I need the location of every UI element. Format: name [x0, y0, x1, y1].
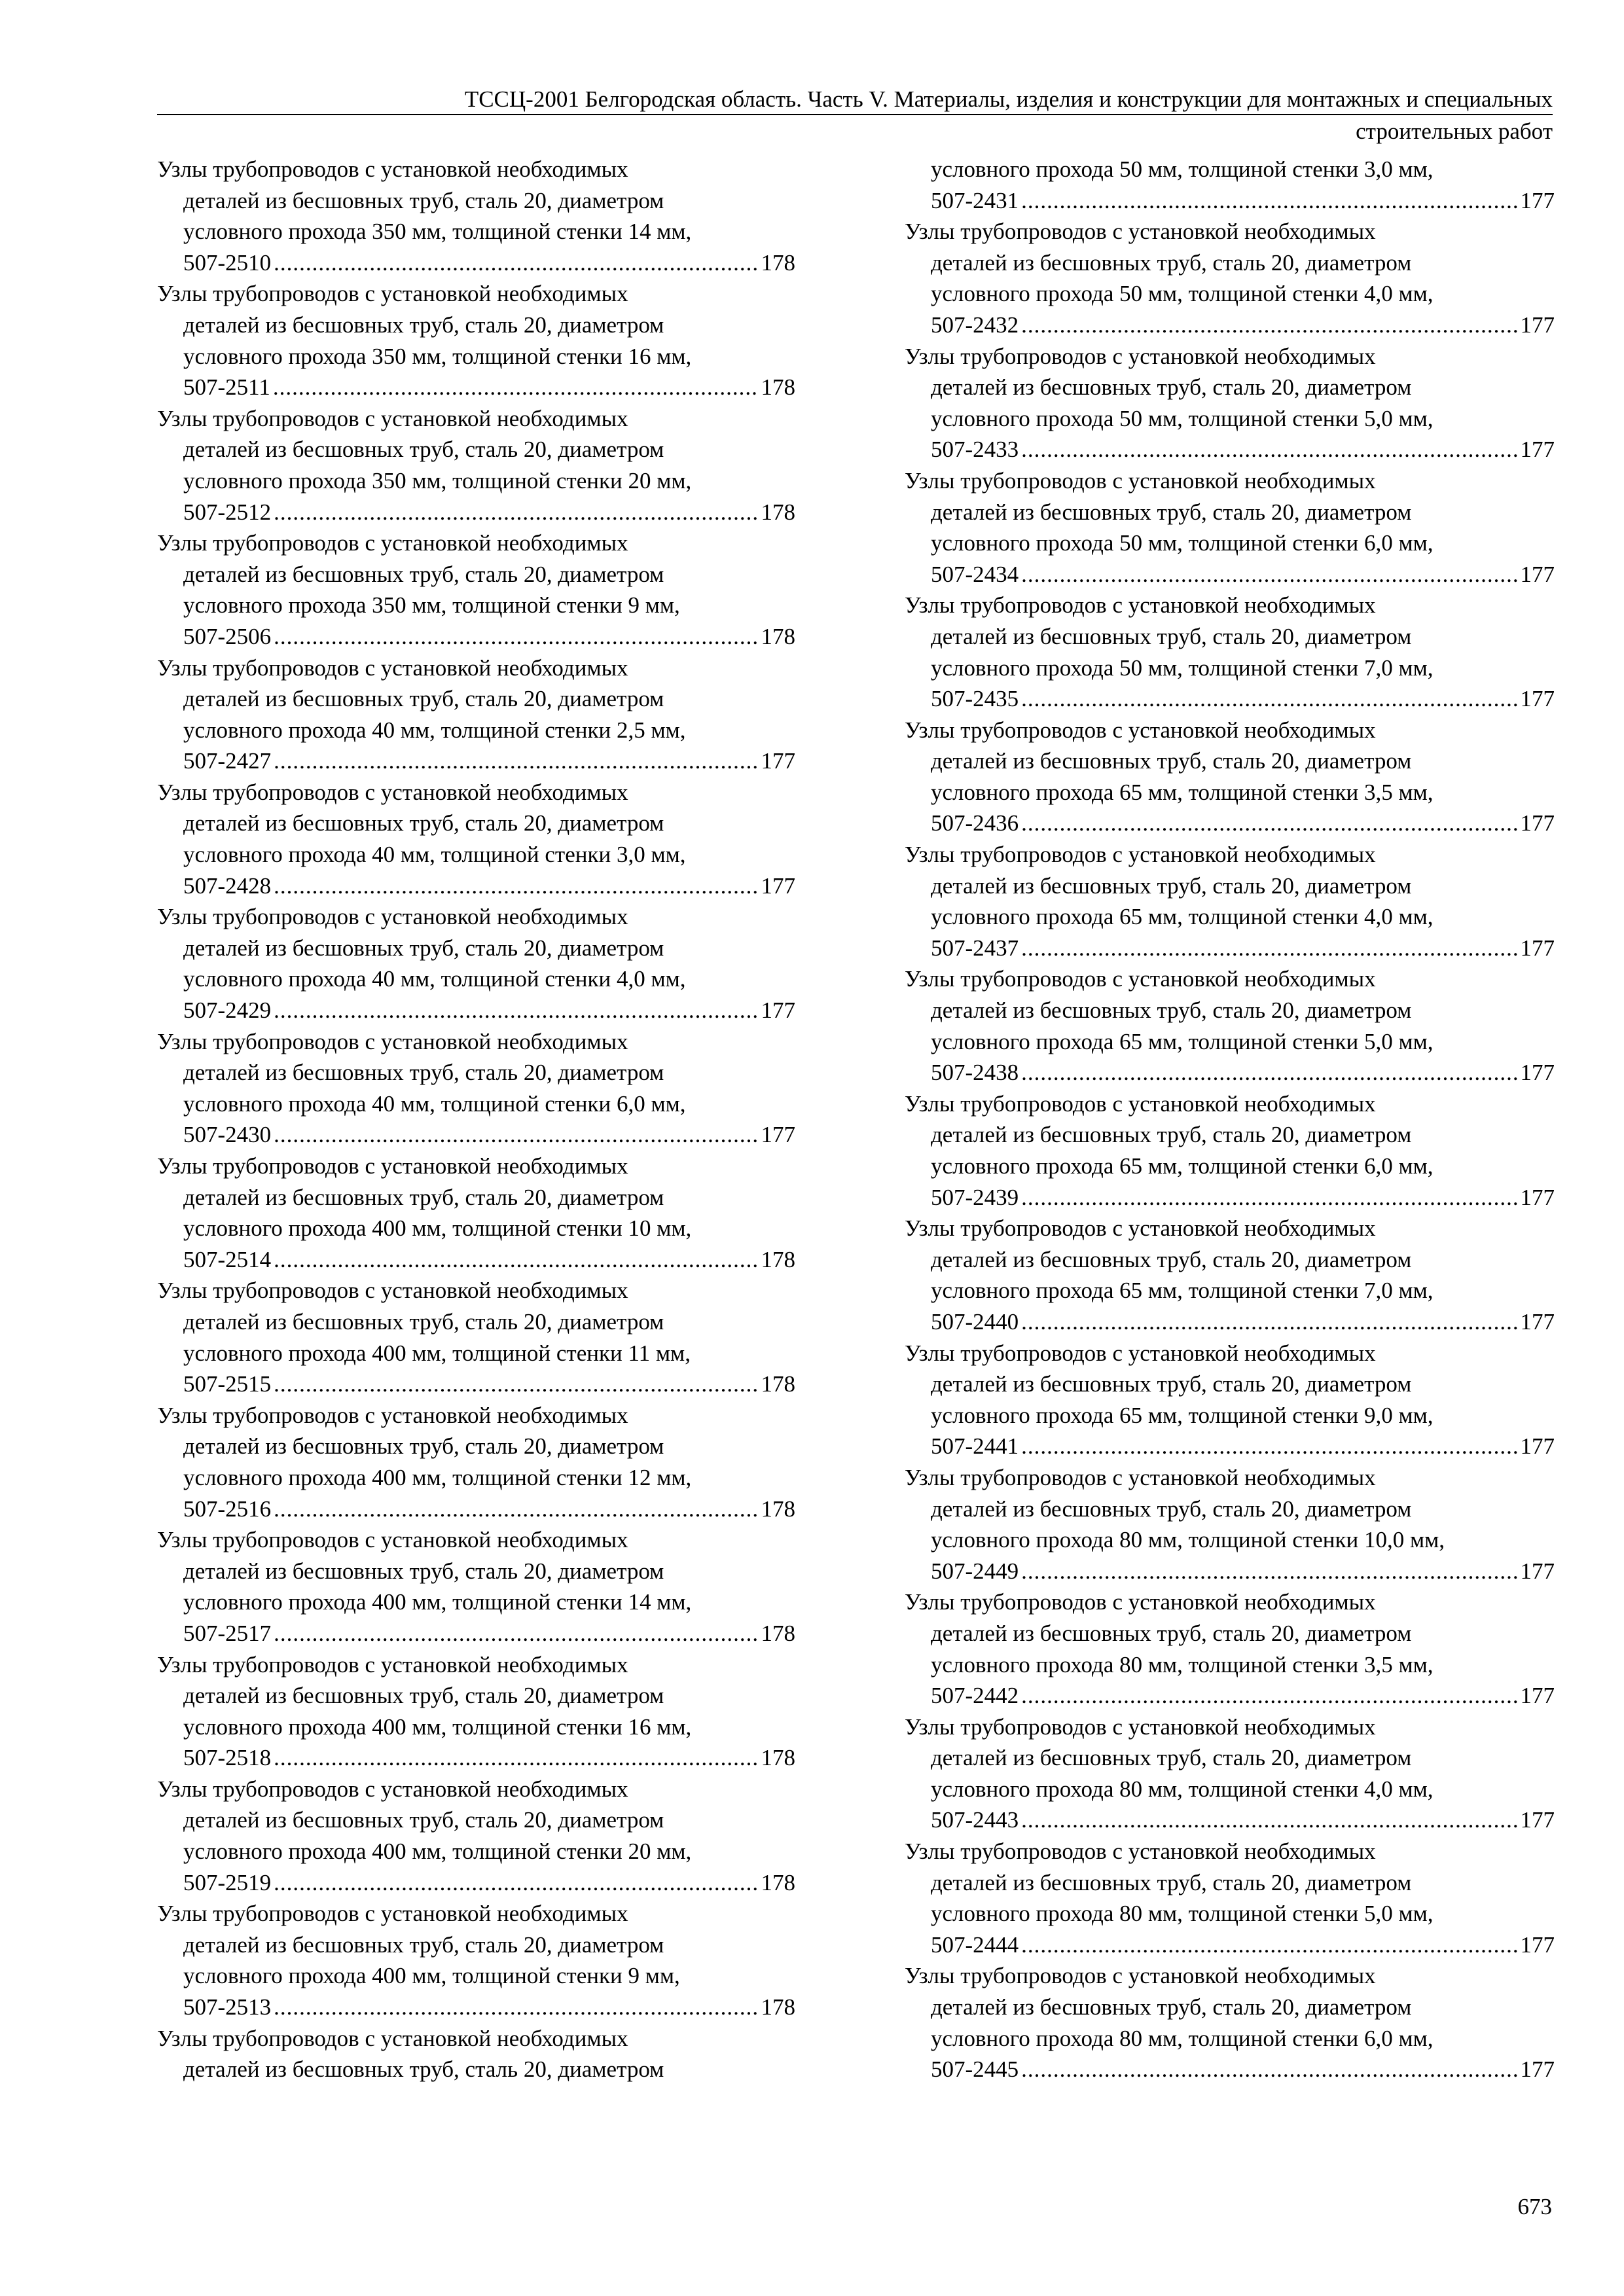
entry-title-line: Узлы трубопроводов с установкой необходимых: [157, 1901, 628, 1927]
entry-page-ref: 177: [1520, 1807, 1555, 1833]
entry-continuation-line: условного прохода 400 мм, толщиной стенки 10 мм,: [183, 1215, 692, 1242]
index-entry: [905, 1088, 1555, 1213]
entry-code-line: [905, 1431, 1555, 1462]
entry-title-line: Узлы трубопроводов с установкой необходимых: [157, 1278, 628, 1304]
entry-title-line: Узлы трубопроводов с установкой необходимых: [905, 1340, 1376, 1366]
entry-code: 507-2430: [183, 1122, 272, 1148]
entry-continuation-line: деталей из бесшовных труб, сталь 20, диаметром: [183, 1433, 664, 1460]
dot-leader: [1021, 559, 1517, 590]
index-entry: [157, 2023, 795, 2085]
dot-leader: [274, 1494, 758, 1525]
entry-code: 507-2432: [931, 312, 1019, 338]
entry-page-ref: 177: [1520, 1433, 1555, 1460]
index-entry: [905, 1462, 1555, 1587]
index-entry: [905, 1338, 1555, 1462]
entry-title-line: Узлы трубопроводов с установкой необходимых: [157, 779, 628, 805]
entry-code: 507-2442: [931, 1683, 1019, 1709]
index-entry: [905, 715, 1555, 839]
entry-code: 507-2517: [183, 1620, 272, 1646]
entry-continuation-line: деталей из бесшовных труб, сталь 20, диаметром: [931, 1371, 1412, 1397]
entry-title-line: Узлы трубопроводов с установкой необходимых: [905, 1713, 1376, 1740]
entry-code-line: [157, 1119, 795, 1151]
dot-leader: [274, 745, 758, 777]
entry-code: 507-2506: [183, 623, 272, 649]
index-column-right: [905, 154, 1555, 2085]
entry-code: 507-2512: [183, 499, 272, 525]
entry-code: 507-2510: [183, 249, 272, 276]
entry-title-line: Узлы трубопроводов с установкой необходимых: [905, 343, 1376, 369]
entry-code-line: [157, 1369, 795, 1400]
entry-title-line: Узлы трубопроводов с установкой необходимых: [905, 966, 1376, 992]
entry-title-line: Узлы трубопроводов с установкой необходимых: [905, 1464, 1376, 1490]
entry-continuation-line: деталей из бесшовных труб, сталь 20, диаметром: [183, 1931, 664, 1958]
entry-continuation-line: деталей из бесшовных труб, сталь 20, диаметром: [931, 1496, 1412, 1522]
dot-leader: [1021, 683, 1517, 715]
dot-leader: [274, 1992, 758, 2023]
running-header: [157, 85, 1553, 148]
entry-continuation-line: деталей из бесшовных труб, сталь 20, диаметром: [931, 1122, 1412, 1148]
page-number: 673: [1517, 2194, 1552, 2219]
entry-code-line: [157, 745, 795, 777]
entry-page-ref: 178: [761, 1869, 795, 1895]
entry-continuation-line: условного прохода 350 мм, толщиной стенки 16 мм,: [183, 343, 692, 369]
index-entry: [157, 777, 795, 901]
index-entry: [157, 1151, 795, 1275]
entry-code-line: [905, 1680, 1555, 1712]
entry-page-ref: 177: [1520, 437, 1555, 463]
entry-continuation-line: деталей из бесшовных труб, сталь 20, диаметром: [931, 1869, 1412, 1895]
entry-continuation-line: условного прохода 50 мм, толщиной стенки 5,0 мм,: [931, 405, 1434, 431]
header-subtitle: строительных работ: [1356, 118, 1553, 144]
entry-code: 507-2433: [931, 437, 1019, 463]
entry-continuation-line: деталей из бесшовных труб, сталь 20, диаметром: [931, 623, 1412, 649]
entry-page-ref: 178: [761, 1371, 795, 1397]
entry-continuation-line: условного прохода 350 мм, толщиной стенки 9 мм,: [183, 592, 680, 619]
entry-title-line: Узлы трубопроводов с установкой необходимых: [157, 530, 628, 556]
entry-continuation-line: условного прохода 80 мм, толщиной стенки 3,5 мм,: [931, 1651, 1434, 1677]
entry-continuation-line: условного прохода 400 мм, толщиной стенки 12 мм,: [183, 1464, 692, 1490]
index-entry: [905, 1213, 1555, 1337]
entry-continuation-line: деталей из бесшовных труб, сталь 20, диаметром: [183, 561, 664, 587]
entry-code-line: [905, 1182, 1555, 1213]
entry-code: 507-2518: [183, 1745, 272, 1771]
entry-code: 507-2441: [931, 1433, 1019, 1460]
entry-continuation-line: деталей из бесшовных труб, сталь 20, диаметром: [931, 1994, 1412, 2020]
index-entry: [905, 154, 1555, 216]
entry-page-ref: 177: [1520, 810, 1555, 836]
entry-code: 507-2519: [183, 1869, 272, 1895]
entry-continuation-line: условного прохода 40 мм, толщиной стенки 4,0 мм,: [183, 966, 686, 992]
entry-code-line: [157, 372, 795, 403]
entry-continuation-line: условного прохода 40 мм, толщиной стенки 2,5 мм,: [183, 717, 686, 743]
entry-continuation-line: условного прохода 80 мм, толщиной стенки 10,0 мм,: [931, 1527, 1445, 1553]
index-column-left: [157, 154, 795, 2085]
index-entry: [157, 1898, 795, 2022]
entry-code-line: [157, 1867, 795, 1899]
entry-title-line: Узлы трубопроводов с установкой необходимых: [905, 717, 1376, 743]
index-entry: [157, 1400, 795, 1524]
dot-leader: [1021, 434, 1517, 465]
dot-leader: [1021, 1804, 1517, 1836]
entry-continuation-line: условного прохода 80 мм, толщиной стенки 4,0 мм,: [931, 1776, 1434, 1802]
entry-code-line: [905, 1929, 1555, 1961]
entry-continuation-line: условного прохода 50 мм, толщиной стенки 6,0 мм,: [931, 530, 1434, 556]
entry-title-line: Узлы трубопроводов с установкой необходимых: [157, 2025, 628, 2051]
entry-continuation-line: условного прохода 65 мм, толщиной стенки 5,0 мм,: [931, 1028, 1434, 1054]
entry-code-line: [905, 1804, 1555, 1836]
entry-code-line: [157, 1244, 795, 1276]
entry-title-line: Узлы трубопроводов с установкой необходимых: [157, 1028, 628, 1054]
entry-title-line: Узлы трубопроводов с установкой необходимых: [905, 592, 1376, 619]
entry-code-line: [157, 1992, 795, 2023]
dot-leader: [1021, 808, 1517, 839]
entry-title-line: Узлы трубопроводов с установкой необходимых: [157, 405, 628, 431]
entry-code: 507-2511: [183, 374, 270, 401]
dot-leader: [274, 247, 758, 279]
index-entry: [157, 278, 795, 403]
entry-continuation-line: условного прохода 80 мм, толщиной стенки 6,0 мм,: [931, 2025, 1434, 2051]
entry-code-line: [905, 1057, 1555, 1088]
entry-continuation-line: условного прохода 400 мм, толщиной стенки 11 мм,: [183, 1340, 691, 1366]
dot-leader: [274, 1244, 758, 1276]
entry-code: 507-2429: [183, 997, 272, 1024]
entry-continuation-line: деталей из бесшовных труб, сталь 20, диаметром: [931, 1246, 1412, 1272]
entry-code-line: [905, 683, 1555, 715]
entry-page-ref: 177: [761, 1122, 795, 1148]
index-entry: [905, 590, 1555, 714]
dot-leader: [274, 1867, 758, 1899]
dot-leader: [274, 1369, 758, 1400]
entry-code-line: [157, 621, 795, 653]
entry-title-line: Узлы трубопроводов с установкой необходимых: [157, 1776, 628, 1802]
dot-leader: [274, 870, 758, 902]
index-entry: [157, 1649, 795, 1774]
entry-continuation-line: деталей из бесшовных труб, сталь 20, диаметром: [183, 1558, 664, 1584]
entry-code: 507-2449: [931, 1558, 1019, 1584]
entry-page-ref: 177: [1520, 187, 1555, 213]
entry-continuation-line: деталей из бесшовных труб, сталь 20, диаметром: [183, 1060, 664, 1086]
entry-page-ref: 177: [761, 748, 795, 774]
entry-page-ref: 177: [761, 997, 795, 1024]
entry-page-ref: 177: [1520, 561, 1555, 587]
entry-continuation-line: деталей из бесшовных труб, сталь 20, диаметром: [183, 187, 664, 213]
entry-continuation-line: условного прохода 65 мм, толщиной стенки 4,0 мм,: [931, 904, 1434, 930]
entry-code: 507-2436: [931, 810, 1019, 836]
dot-leader: [1021, 1431, 1517, 1462]
entry-continuation-line: деталей из бесшовных труб, сталь 20, диаметром: [931, 374, 1412, 401]
entry-code: 507-2437: [931, 935, 1019, 961]
index-entry: [157, 653, 795, 777]
index-entry: [157, 528, 795, 652]
entry-title-line: Узлы трубопроводов с установкой необходимых: [157, 1527, 628, 1553]
entry-code-line: [905, 310, 1555, 341]
entry-continuation-line: деталей из бесшовных труб, сталь 20, диаметром: [183, 312, 664, 338]
dot-leader: [1021, 1057, 1517, 1088]
entry-title-line: Узлы трубопроводов с установкой необходимых: [157, 1402, 628, 1428]
entry-code-line: [905, 185, 1555, 217]
entry-page-ref: 178: [761, 499, 795, 525]
dot-leader: [1021, 310, 1517, 341]
entry-code: 507-2427: [183, 748, 272, 774]
entry-page-ref: 178: [761, 1246, 795, 1272]
index-entry: [905, 839, 1555, 963]
index-entry: [157, 1774, 795, 1898]
entry-page-ref: 177: [1520, 312, 1555, 338]
entry-code-line: [157, 1742, 795, 1774]
entry-continuation-line: условного прохода 400 мм, толщиной стенки 20 мм,: [183, 1839, 692, 1865]
entry-title-line: Узлы трубопроводов с установкой необходимых: [157, 904, 628, 930]
index-entry: [157, 1524, 795, 1649]
entry-title-line: Узлы трубопроводов с установкой необходимых: [157, 156, 628, 182]
entry-continuation-line: условного прохода 400 мм, толщиной стенки 16 мм,: [183, 1713, 692, 1740]
entry-code: 507-2428: [183, 872, 272, 899]
entry-continuation-line: деталей из бесшовных труб, сталь 20, диаметром: [931, 249, 1412, 276]
entry-code: 507-2440: [931, 1308, 1019, 1335]
entry-continuation-line: деталей из бесшовных труб, сталь 20, диаметром: [931, 872, 1412, 899]
index-entry: [157, 403, 795, 528]
dot-leader: [1021, 185, 1517, 217]
entry-code-line: [905, 1556, 1555, 1587]
dot-leader: [274, 497, 758, 528]
dot-leader: [274, 1618, 758, 1649]
entry-continuation-line: условного прохода 40 мм, толщиной стенки 3,0 мм,: [183, 842, 686, 868]
dot-leader: [1021, 1929, 1517, 1961]
entry-continuation-line: условного прохода 65 мм, толщиной стенки 9,0 мм,: [931, 1402, 1434, 1428]
entry-page-ref: 177: [1520, 1683, 1555, 1709]
entry-continuation-line: деталей из бесшовных труб, сталь 20, диаметром: [183, 437, 664, 463]
index-entry: [157, 154, 795, 278]
entry-code: 507-2431: [931, 187, 1019, 213]
entry-code: 507-2435: [931, 686, 1019, 712]
entry-continuation-line: деталей из бесшовных труб, сталь 20, диаметром: [931, 997, 1412, 1024]
entry-code: 507-2438: [931, 1060, 1019, 1086]
entry-page-ref: 178: [761, 1994, 795, 2020]
entry-page-ref: 177: [1520, 1308, 1555, 1335]
entry-title-line: Узлы трубопроводов с установкой необходимых: [905, 1090, 1376, 1117]
index-entry: [157, 1275, 795, 1399]
entry-code-line: [157, 497, 795, 528]
index-entry: [905, 1836, 1555, 1960]
entry-code-line: [157, 247, 795, 279]
entry-code-line: [905, 559, 1555, 590]
dot-leader: [1021, 1556, 1517, 1587]
entry-continuation-line: деталей из бесшовных труб, сталь 20, диаметром: [931, 1745, 1412, 1771]
entry-title-line: Узлы трубопроводов с установкой необходимых: [905, 467, 1376, 493]
entry-continuation-line: деталей из бесшовных труб, сталь 20, диаметром: [183, 1184, 664, 1210]
entry-continuation-line: условного прохода 400 мм, толщиной стенки 14 мм,: [183, 1589, 692, 1615]
entry-continuation-line: деталей из бесшовных труб, сталь 20, диаметром: [931, 499, 1412, 525]
entry-code: 507-2514: [183, 1246, 272, 1272]
entry-continuation-line: деталей из бесшовных труб, сталь 20, диаметром: [183, 810, 664, 836]
index-entry: [157, 901, 795, 1026]
index-entry: [905, 341, 1555, 465]
entry-page-ref: 178: [761, 374, 795, 401]
entry-code-line: [157, 995, 795, 1026]
dot-leader: [1021, 2054, 1517, 2085]
index-entry: [905, 1587, 1555, 1711]
dot-leader: [274, 995, 758, 1026]
entry-continuation-line: условного прохода 350 мм, толщиной стенки 20 мм,: [183, 467, 692, 493]
entry-continuation-line: деталей из бесшовных труб, сталь 20, диаметром: [931, 748, 1412, 774]
entry-page-ref: 177: [1520, 1931, 1555, 1958]
entry-code-line: [157, 1494, 795, 1525]
entry-title-line: Узлы трубопроводов с установкой необходимых: [157, 281, 628, 307]
entry-title-line: Узлы трубопроводов с установкой необходимых: [905, 1963, 1376, 1989]
entry-title-line: Узлы трубопроводов с установкой необходимых: [905, 1839, 1376, 1865]
entry-page-ref: 178: [761, 1745, 795, 1771]
index-entry: [905, 216, 1555, 340]
entry-continuation-line: условного прохода 65 мм, толщиной стенки 7,0 мм,: [931, 1278, 1434, 1304]
entry-title-line: Узлы трубопроводов с установкой необходимых: [905, 1215, 1376, 1242]
entry-continuation-line: условного прохода 50 мм, толщиной стенки 3,0 мм,: [931, 156, 1434, 182]
entry-page-ref: 178: [761, 1496, 795, 1522]
dot-leader: [274, 621, 758, 653]
entry-continuation-line: условного прохода 65 мм, толщиной стенки 6,0 мм,: [931, 1153, 1434, 1179]
entry-continuation-line: условного прохода 50 мм, толщиной стенки 4,0 мм,: [931, 281, 1434, 307]
entry-continuation-line: условного прохода 40 мм, толщиной стенки 6,0 мм,: [183, 1090, 686, 1117]
entry-continuation-line: условного прохода 50 мм, толщиной стенки 7,0 мм,: [931, 655, 1434, 681]
entry-page-ref: 178: [761, 1620, 795, 1646]
entry-continuation-line: деталей из бесшовных труб, сталь 20, диаметром: [183, 1683, 664, 1709]
entry-continuation-line: деталей из бесшовных труб, сталь 20, диаметром: [183, 935, 664, 961]
dot-leader: [1021, 1182, 1517, 1213]
entry-continuation-line: условного прохода 80 мм, толщиной стенки 5,0 мм,: [931, 1901, 1434, 1927]
entry-title-line: Узлы трубопроводов с установкой необходимых: [157, 655, 628, 681]
index-entry: [157, 1026, 795, 1151]
entry-code: 507-2445: [931, 2056, 1019, 2083]
entry-code: 507-2434: [931, 561, 1019, 587]
entry-page-ref: 177: [1520, 1184, 1555, 1210]
entry-title-line: Узлы трубопроводов с установкой необходимых: [157, 1153, 628, 1179]
dot-leader: [1021, 1306, 1517, 1338]
index-entry: [905, 963, 1555, 1088]
entry-page-ref: 177: [761, 872, 795, 899]
dot-leader: [1021, 933, 1517, 964]
header-title: ТССЦ-2001 Белгородская область. Часть V. Материалы, изделия и конструкции для монтажных и специальных: [157, 85, 1553, 115]
entry-page-ref: 177: [1520, 2056, 1555, 2083]
dot-leader: [273, 372, 759, 403]
entry-continuation-line: условного прохода 350 мм, толщиной стенки 14 мм,: [183, 219, 692, 245]
entry-code: 507-2444: [931, 1931, 1019, 1958]
entry-continuation-line: деталей из бесшовных труб, сталь 20, диаметром: [183, 2056, 664, 2083]
entry-continuation-line: деталей из бесшовных труб, сталь 20, диаметром: [183, 686, 664, 712]
entry-code: 507-2443: [931, 1807, 1019, 1833]
dot-leader: [274, 1742, 758, 1774]
entry-title-line: Узлы трубопроводов с установкой необходимых: [905, 842, 1376, 868]
entry-code: 507-2515: [183, 1371, 272, 1397]
entry-code: 507-2513: [183, 1994, 272, 2020]
entry-continuation-line: условного прохода 400 мм, толщиной стенки 9 мм,: [183, 1963, 680, 1989]
entry-code-line: [905, 1306, 1555, 1338]
index-entry: [905, 465, 1555, 590]
index-entry: [905, 1960, 1555, 2085]
dot-leader: [274, 1119, 758, 1151]
entry-page-ref: 178: [761, 623, 795, 649]
entry-title-line: Узлы трубопроводов с установкой необходимых: [157, 1651, 628, 1677]
entry-continuation-line: деталей из бесшовных труб, сталь 20, диаметром: [183, 1807, 664, 1833]
entry-page-ref: 177: [1520, 1060, 1555, 1086]
entry-page-ref: 177: [1520, 935, 1555, 961]
entry-code-line: [157, 1618, 795, 1649]
entry-page-ref: 177: [1520, 686, 1555, 712]
entry-continuation-line: деталей из бесшовных труб, сталь 20, диаметром: [183, 1308, 664, 1335]
entry-code-line: [905, 434, 1555, 465]
entry-title-line: Узлы трубопроводов с установкой необходимых: [905, 219, 1376, 245]
entry-title-line: Узлы трубопроводов с установкой необходимых: [905, 1589, 1376, 1615]
entry-code-line: [905, 933, 1555, 964]
entry-page-ref: 178: [761, 249, 795, 276]
entry-code-line: [157, 870, 795, 902]
entry-continuation-line: деталей из бесшовных труб, сталь 20, диаметром: [931, 1620, 1412, 1646]
entry-code-line: [905, 2054, 1555, 2085]
entry-continuation-line: условного прохода 65 мм, толщиной стенки 3,5 мм,: [931, 779, 1434, 805]
entry-code-line: [905, 808, 1555, 839]
entry-code: 507-2439: [931, 1184, 1019, 1210]
index-entry: [905, 1712, 1555, 1836]
entry-page-ref: 177: [1520, 1558, 1555, 1584]
dot-leader: [1021, 1680, 1517, 1712]
entry-code: 507-2516: [183, 1496, 272, 1522]
